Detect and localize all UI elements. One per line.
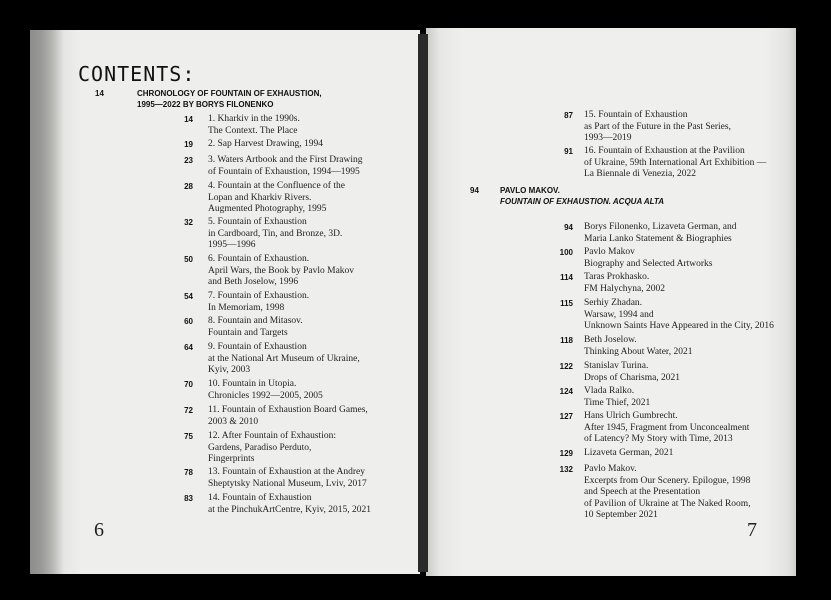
- entry-page-number: 28: [184, 182, 193, 191]
- entry-title: [208, 467, 367, 490]
- entry-page-number: 118: [560, 336, 573, 345]
- entry-title: [584, 411, 749, 446]
- entry-line: 12. After Fountain of Exhaustion:: [208, 431, 336, 441]
- section-heading: CHRONOLOGY OF FOUNTAIN OF EXHAUSTION, 1995—2022 BY BORYS FILONENKO: [137, 89, 322, 109]
- entry-line: Fountain and Targets: [208, 327, 288, 338]
- entry-line: Hans Ulrich Gumbrecht.: [584, 411, 678, 421]
- entry-line: Warsaw, 1994 and: [584, 309, 654, 320]
- entry-line: 8. Fountain and Mitasov.: [208, 316, 303, 326]
- entry-page-number: 50: [184, 255, 193, 264]
- entry-page-number: 54: [184, 292, 193, 301]
- entry-line: Biography and Selected Artworks: [584, 258, 713, 269]
- section-number: 14: [95, 89, 104, 98]
- entry-page-number: 78: [184, 468, 193, 477]
- entry-line: 10 September 2021: [584, 510, 658, 520]
- entry-line: Stanislav Turina.: [584, 361, 649, 371]
- entry-line: of Fountain of Exhaustion, 1994—1995: [208, 166, 360, 177]
- entry-line: La Biennale di Venezia, 2022: [584, 169, 696, 179]
- entry-line: 14. Fountain of Exhaustion: [208, 493, 312, 503]
- entry-title: [208, 342, 360, 377]
- entry-line: Serhiy Zhadan.: [584, 298, 643, 308]
- entry-title: [584, 386, 650, 409]
- entry-line: Lopan and Kharkiv Rivers.: [208, 192, 312, 203]
- entry-page-number: 32: [184, 218, 193, 227]
- entry-line: Pavlo Makov: [584, 247, 635, 257]
- entry-page-number: 72: [184, 406, 193, 415]
- entry-title: [584, 464, 751, 522]
- entry-line: of Ukraine, 59th International Art Exhibition —: [584, 157, 767, 168]
- entry-page-number: 19: [184, 140, 193, 149]
- page-number-right: 7: [747, 519, 757, 541]
- entry-title: [208, 316, 303, 339]
- entry-page-number: 91: [564, 147, 573, 156]
- entry-line: at the PinchukArtCentre, Kyiv, 2015, 2021: [208, 504, 371, 515]
- entry-line: Lizaveta German, 2021: [584, 448, 674, 458]
- entry-title: [584, 110, 731, 145]
- book-gutter: [418, 34, 428, 572]
- entry-title: [584, 448, 673, 460]
- section-heading: PAVLO MAKOV. FOUNTAIN OF EXHAUSTION. ACQUA ALTA: [500, 186, 664, 206]
- entry-page-number: 124: [559, 387, 573, 396]
- entry-line: 1995—1996: [208, 240, 256, 250]
- entry-page-number: 70: [184, 380, 193, 389]
- entry-title: [584, 222, 737, 245]
- entry-page-number: 114: [560, 273, 573, 282]
- entry-title: [208, 181, 345, 216]
- entry-line: Time Thief, 2021: [584, 397, 651, 408]
- page-number-left: 6: [94, 519, 104, 541]
- entry-page-number: 23: [184, 156, 193, 165]
- entry-title: [208, 405, 368, 428]
- entry-title: [584, 298, 774, 333]
- entry-line: 2. Sap Harvest Drawing, 1994: [208, 139, 324, 149]
- entry-page-number: 122: [559, 362, 573, 371]
- entry-line: 1993—2019: [584, 133, 632, 143]
- entry-page-number: 14: [184, 115, 193, 124]
- entry-line: 7. Fountain of Exhaustion.: [208, 291, 310, 301]
- entry-line: as Part of the Future in the Past Series,: [584, 121, 731, 132]
- entry-line: Kyiv, 2003: [208, 365, 251, 375]
- entry-line: Thinking About Water, 2021: [584, 346, 693, 357]
- entry-line: Vlada Ralko.: [584, 386, 635, 396]
- entry-line: In Memoriam, 1998: [208, 302, 285, 313]
- contents-title: CONTENTS:: [78, 62, 196, 86]
- entry-line: 10. Fountain in Utopia.: [208, 379, 297, 389]
- entry-page-number: 83: [184, 494, 193, 503]
- entry-line: Chronicles 1992—2005, 2005: [208, 390, 323, 401]
- entry-page-number: 115: [560, 299, 573, 308]
- entry-line: Drops of Charisma, 2021: [584, 372, 681, 383]
- entry-page-number: 75: [184, 432, 193, 441]
- entry-line: Unknown Saints Have Appeared in the City, 2016: [584, 321, 774, 331]
- entry-line: in Cardboard, Tin, and Bronze, 3D.: [208, 228, 343, 239]
- entry-line: Sheptytsky National Museum, Lviv, 2017: [208, 478, 367, 489]
- entry-page-number: 127: [559, 412, 573, 421]
- entry-line: at the National Art Museum of Ukraine,: [208, 353, 360, 364]
- entry-line: FM Halychyna, 2002: [584, 283, 666, 294]
- entry-page-number: 60: [184, 317, 193, 326]
- entry-line: Fingerprints: [208, 454, 255, 464]
- entry-line: 6. Fountain of Exhaustion.: [208, 254, 310, 264]
- entry-title: [584, 146, 766, 181]
- entry-title: [208, 291, 309, 314]
- entry-line: Beth Joselow.: [584, 335, 637, 345]
- entry-page-number: 94: [564, 223, 573, 232]
- entry-line: Taras Prokhasko.: [584, 272, 650, 282]
- entry-line: 2003 & 2010: [208, 416, 259, 427]
- section-number: 94: [470, 186, 479, 195]
- entry-line: 9. Fountain of Exhaustion: [208, 342, 307, 352]
- entry-title: [584, 272, 665, 295]
- entry-title: [208, 139, 323, 151]
- entry-title: [208, 493, 371, 516]
- entry-line: 16. Fountain of Exhaustion at the Pavilion: [584, 146, 745, 156]
- entry-line: Maria Lanko Statement & Biographies: [584, 233, 732, 244]
- entry-line: of Latency? My Story with Time, 2013: [584, 434, 733, 444]
- entry-title: [208, 114, 300, 137]
- entry-title: [584, 247, 713, 270]
- entry-line: Gardens, Paradiso Perduto,: [208, 442, 312, 453]
- entry-line: Borys Filonenko, Lizaveta German, and: [584, 222, 737, 232]
- entry-page-number: 87: [564, 111, 573, 120]
- entry-line: Excerpts from Our Scenery. Epilogue, 1998: [584, 475, 751, 486]
- entry-line: Augmented Photography, 1995: [208, 204, 327, 214]
- entry-title: [584, 335, 692, 358]
- entry-page-number: 132: [559, 465, 573, 474]
- entry-title: [208, 431, 336, 466]
- entry-line: April Wars, the Book by Pavlo Makov: [208, 265, 355, 276]
- entry-page-number: 129: [559, 449, 573, 458]
- entry-line: After 1945, Fragment from Unconcealment: [584, 422, 750, 433]
- entry-line: Pavlo Makov.: [584, 464, 637, 474]
- entry-page-number: 64: [184, 343, 193, 352]
- entry-line: 5. Fountain of Exhaustion: [208, 217, 307, 227]
- entry-title: [208, 254, 354, 289]
- entry-line: of Pavilion of Ukraine at The Naked Room,: [584, 498, 751, 509]
- entry-line: 13. Fountain of Exhaustion at the Andrey: [208, 467, 365, 477]
- entry-line: 4. Fountain at the Confluence of the: [208, 181, 345, 191]
- entry-line: 3. Waters Artbook and the First Drawing: [208, 155, 363, 165]
- entry-title: [584, 361, 680, 384]
- entry-page-number: 100: [559, 248, 573, 257]
- entry-line: 11. Fountain of Exhaustion Board Games,: [208, 405, 368, 415]
- entry-line: and Speech at the Presentation: [584, 487, 701, 497]
- entry-line: 15. Fountain of Exhaustion: [584, 110, 688, 120]
- entry-line: 1. Kharkiv in the 1990s.: [208, 114, 300, 124]
- entry-title: [208, 379, 323, 402]
- entry-title: [208, 217, 342, 252]
- entry-line: The Context. The Place: [208, 125, 298, 136]
- entry-line: and Beth Joselow, 1996: [208, 277, 299, 287]
- entry-title: [208, 155, 362, 178]
